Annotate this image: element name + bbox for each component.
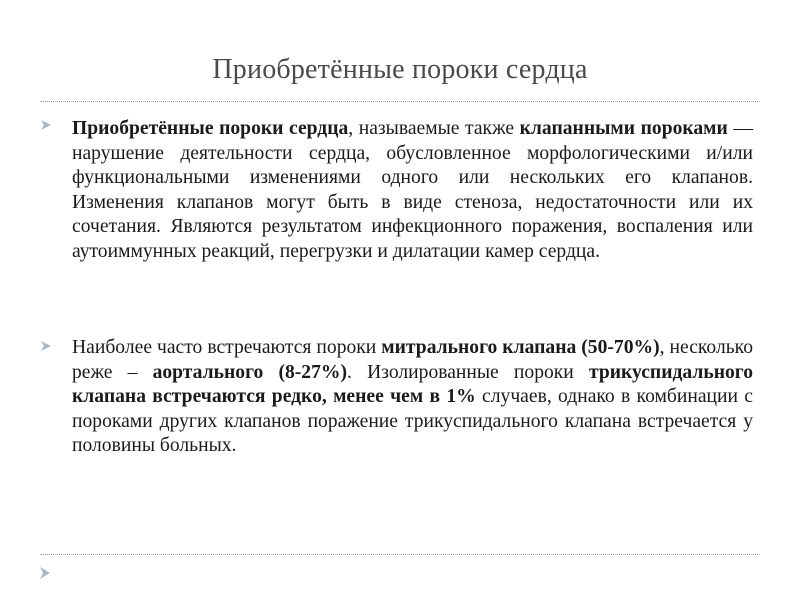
footer-divider [40, 554, 760, 555]
text-run: Наиболее часто встречаются пороки [72, 337, 382, 358]
slide-title: Приобретённые пороки сердца [212, 54, 588, 85]
bold-text-run: трикуспидального клапана встречаются редко, менее чем в 1% [72, 361, 754, 408]
text-run: — нарушение деятельности сердца, обусловленное морфологическими и/или функциональными изменениями одного или нескольких его клапанов. Изменения клапанов могут быть в виде стеноза, недостаточности или их сочетания. Являются результатом инфекционного поражения, воспаления или аутоиммунных реакций, перегрузки и дилатации камер сердца. [72, 118, 753, 262]
text-run: , называемые также [348, 118, 520, 139]
text-run: случаев, однако в комбинации с пороками других клапанов поражение трикуспидального клапана встречается у половины больных. [72, 386, 753, 457]
triangle-bullet-icon [40, 119, 52, 131]
title-divider [40, 101, 760, 102]
bold-text-run: Приобретённые пороки сердца [72, 118, 349, 139]
text-run: . Изолированные пороки [347, 361, 589, 383]
text-run: , несколько реже – [72, 337, 753, 383]
bold-text-run: аортального (8-27%) [152, 361, 348, 383]
bold-text-run: митрального клапана (50-70%) [381, 337, 660, 358]
definition-paragraph [72, 117, 753, 265]
frequency-paragraph [72, 336, 753, 459]
bold-text-run: клапанными пороками [519, 118, 728, 139]
arrow-right-icon[interactable] [38, 565, 52, 581]
triangle-bullet-icon [40, 340, 52, 352]
